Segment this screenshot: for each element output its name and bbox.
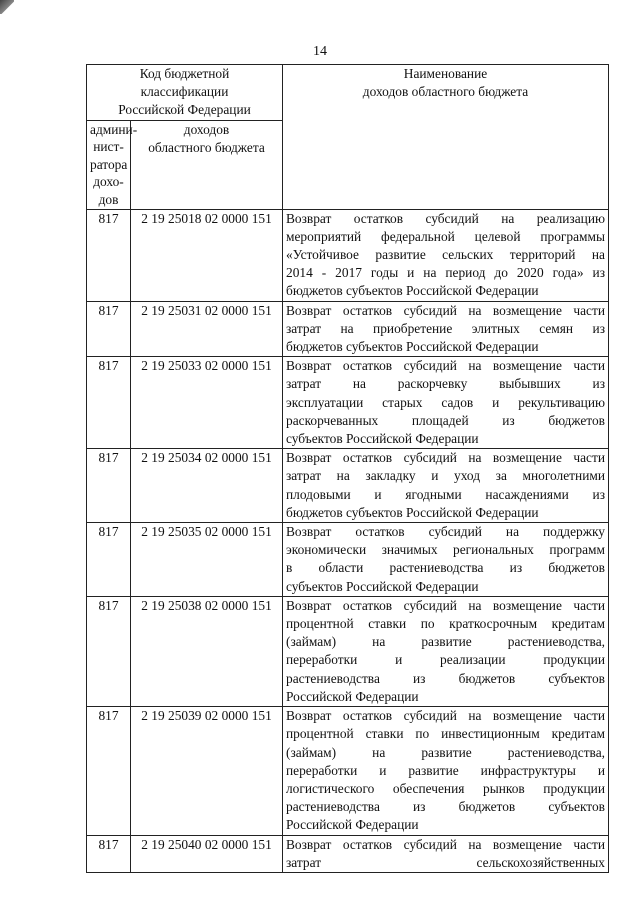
income-name-line: плодовыми и ягодными насаждениями из xyxy=(286,486,605,502)
income-name-line: процентной ставки по инвестиционным кредитам xyxy=(286,726,605,742)
income-name-line: Возврат остатков субсидий на возмещение части xyxy=(286,450,605,466)
income-code: 2 19 25035 02 0000 151 xyxy=(131,523,283,597)
income-name-line: в области растениеводства из бюджетов xyxy=(286,560,605,576)
income-name-line: растениеводства из бюджетов субъектов xyxy=(286,799,605,815)
income-name-line: растениеводства из бюджетов субъектов xyxy=(286,670,605,686)
income-name-line: 2014 - 2017 годы и на период до 2020 года» из xyxy=(286,265,605,281)
table-row xyxy=(87,835,609,872)
administrator-code: 817 xyxy=(87,209,131,301)
administrator-code: 817 xyxy=(87,523,131,597)
income-name-line: Российской Федерации xyxy=(286,688,419,704)
income-name xyxy=(283,523,609,597)
table-row xyxy=(87,596,609,706)
income-name xyxy=(283,301,609,357)
table-row xyxy=(87,301,609,357)
administrator-code: 817 xyxy=(87,596,131,706)
income-name-line: процентной ставки по краткосрочным кредитам xyxy=(286,616,605,632)
table-row xyxy=(87,707,609,835)
income-code: 2 19 25034 02 0000 151 xyxy=(131,449,283,523)
administrator-code: 817 xyxy=(87,357,131,449)
budget-classification-table xyxy=(86,64,609,873)
administrator-code: 817 xyxy=(87,835,131,872)
income-code: 2 19 25031 02 0000 151 xyxy=(131,301,283,357)
income-name-line: субъектов Российской Федерации xyxy=(286,578,479,594)
header-row-top xyxy=(87,65,609,121)
income-name-line: (займам) на развитие растениеводства, xyxy=(286,634,605,650)
income-name-line: Возврат остатков субсидий на возмещение части xyxy=(286,708,605,724)
income-code: 2 19 25040 02 0000 151 xyxy=(131,835,283,872)
income-name-line: экономически значимых региональных программ xyxy=(286,542,605,558)
income-name-line: мероприятий федеральной целевой программы xyxy=(286,228,605,244)
header-name-column: Наименование доходов областного бюджета xyxy=(283,65,609,210)
income-name-line: затрат на раскорчевку выбывших из xyxy=(286,376,605,392)
income-name-line: Возврат остатков субсидий на реализацию xyxy=(286,210,605,226)
income-code: 2 19 25038 02 0000 151 xyxy=(131,596,283,706)
income-name-line: Возврат остатков субсидий на возмещение части xyxy=(286,597,605,613)
table-row xyxy=(87,357,609,449)
income-name xyxy=(283,449,609,523)
income-code: 2 19 25039 02 0000 151 xyxy=(131,707,283,835)
income-name-line: Возврат остатков субсидий на поддержку xyxy=(286,524,605,540)
income-name xyxy=(283,596,609,706)
administrator-code: 817 xyxy=(87,301,131,357)
income-name-line: затрат на закладку и уход за многолетними xyxy=(286,468,605,484)
income-name-line: переработки и развитие инфраструктуры и xyxy=(286,762,605,778)
income-name-line: логистического обеспечения рынков продукции xyxy=(286,780,605,796)
income-name-line: бюджетов субъектов Российской Федерации xyxy=(286,339,539,355)
table-row xyxy=(87,209,609,301)
income-name-line: затрат на приобретение элитных семян из xyxy=(286,320,605,336)
income-name-line: субъектов Российской Федерации xyxy=(286,431,479,447)
header-administrator-column: админи- нист- ратора дохо- дов xyxy=(87,120,131,209)
administrator-code: 817 xyxy=(87,449,131,523)
income-name xyxy=(283,707,609,835)
income-name-line: бюджетов субъектов Российской Федерации xyxy=(286,504,539,520)
income-name-line: бюджетов субъектов Российской Федерации xyxy=(286,283,539,299)
income-name-line: раскорчеванных площадей из бюджетов xyxy=(286,412,605,428)
income-name xyxy=(283,835,609,872)
income-name-line: Возврат остатков субсидий на возмещение части xyxy=(286,302,605,318)
income-code: 2 19 25018 02 0000 151 xyxy=(131,209,283,301)
income-name xyxy=(283,209,609,301)
income-name-line: эксплуатации старых садов и рекультивацию xyxy=(286,394,605,410)
income-name-line: затрат сельскохозяйственных xyxy=(286,854,605,870)
income-name-line: «Устойчивое развитие сельских территорий на xyxy=(286,247,605,263)
administrator-code: 817 xyxy=(87,707,131,835)
income-name-line: Возврат остатков субсидий на возмещение части xyxy=(286,358,605,374)
income-code: 2 19 25033 02 0000 151 xyxy=(131,357,283,449)
income-name xyxy=(283,357,609,449)
income-name-line: переработки и реализации продукции xyxy=(286,652,605,668)
header-income-column: доходов областного бюджета xyxy=(131,120,283,209)
scan-corner-mark xyxy=(0,0,14,14)
income-name-line: (займам) на развитие растениеводства, xyxy=(286,744,605,760)
table-row xyxy=(87,523,609,597)
income-name-line: Возврат остатков субсидий на возмещение части xyxy=(286,836,605,852)
header-kbk-group: Код бюджетной классификации Российской Федерации xyxy=(87,65,283,121)
income-name-line: Российской Федерации xyxy=(286,817,419,833)
table-row xyxy=(87,449,609,523)
page-number: 14 xyxy=(313,44,327,59)
